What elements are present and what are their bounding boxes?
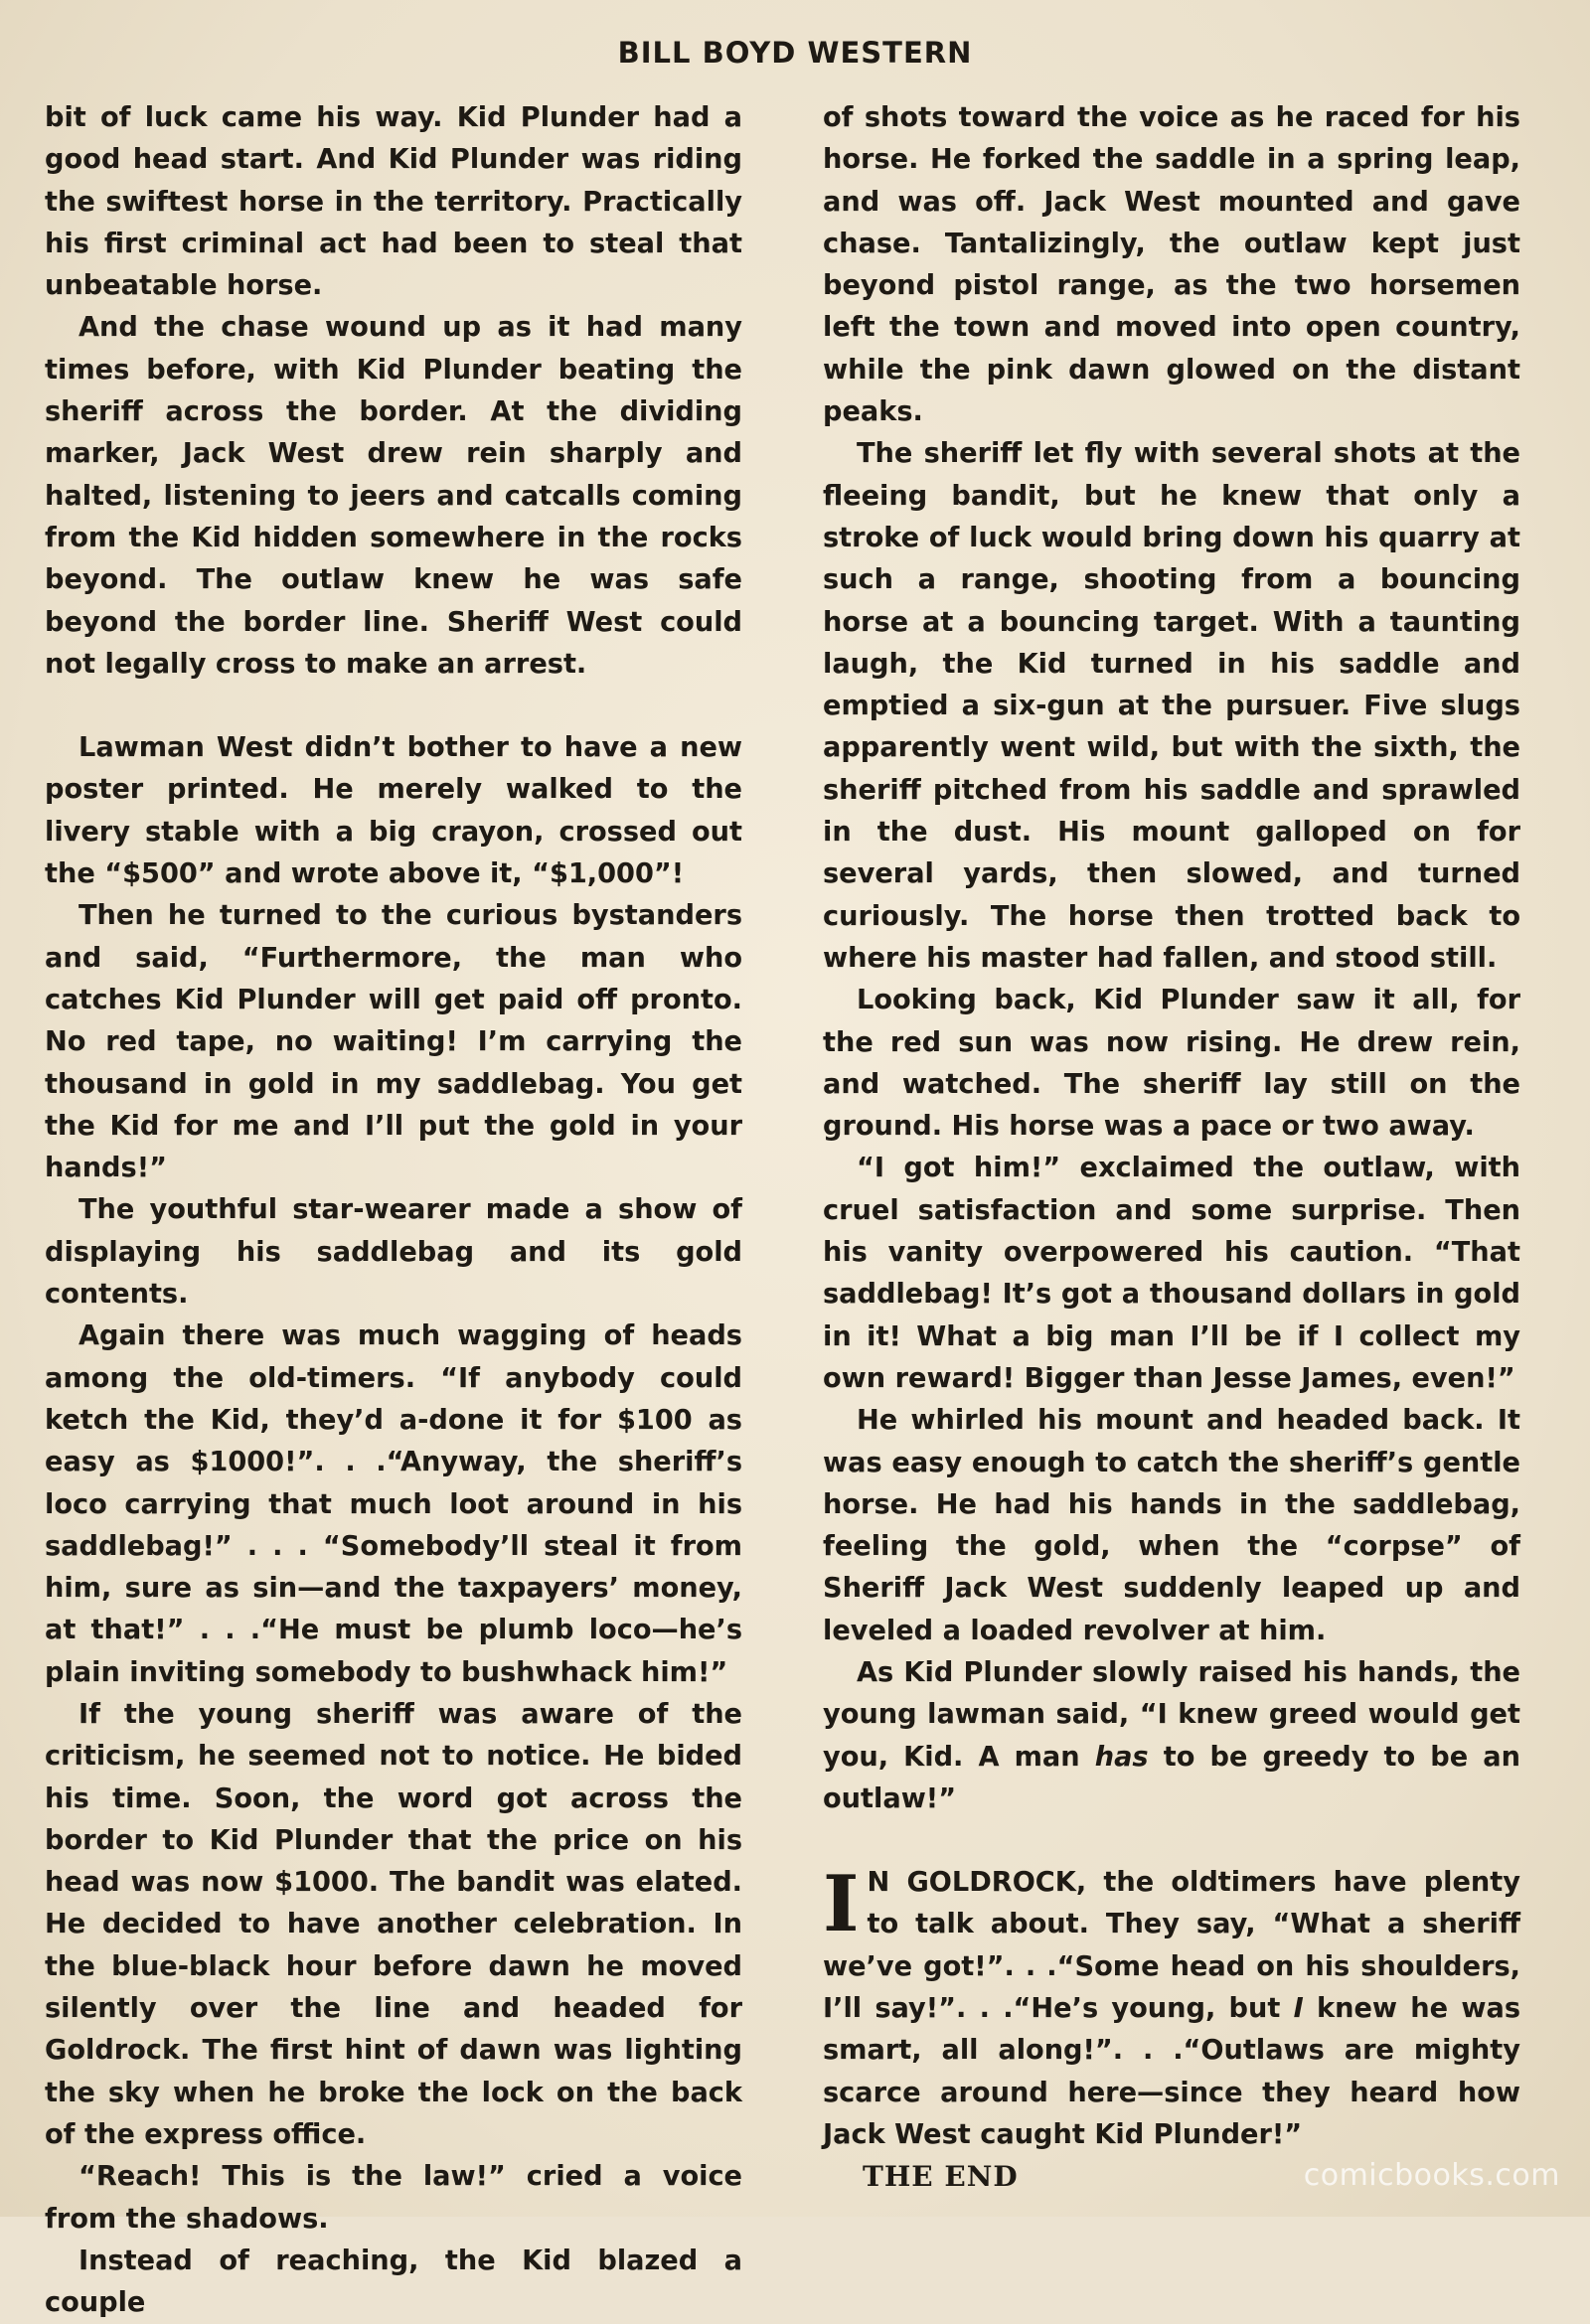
left-column — [45, 97, 742, 2324]
paragraph: And the chase wound up as it had many times before, with Kid Plunder beating the sheriff across the border. At the dividing marker, Jack West drew rein sharply and halted, listening to jeers and catcalls coming from the Kid hidden somewhere in the rocks beyond. The outlaw knew he was safe beyond the border line. Sheriff West could not legally cross to make an arrest. — [45, 312, 742, 680]
paragraph: Then he turned to the curious bystanders and said, “Furthermore, the man who catches Kid Plunder will get paid off pronto. No red tape, no waiting! I’m carrying the thousand in gold in my saddlebag. You get the Kid for me and I’ll put the gold in your hands!” — [45, 900, 742, 1184]
paragraph: “Reach! This is the law!” cried a voice from the shadows. — [45, 2161, 742, 2235]
paragraph: He whirled his mount and headed back. It was easy enough to catch the sheriff’s gentle horse. He had his hands in the saddlebag, feeling the gold, when the “corpse” of Sheriff Jack West suddenly leaped up and leveled a loaded revolver at him. — [823, 1405, 1520, 1646]
right-column — [823, 97, 1520, 2199]
emphasis-text: I — [1293, 1993, 1304, 2025]
paragraph: If the young sheriff was aware of the criticism, he seemed not to notice. He bided his time. Soon, the word got across the border to Kid Plunder that the price on his head was now $1000. The bandit was elated. He decided to have another celebration. In the blue-black hour before dawn he moved silently over the line and headed for Goldrock. The first hint of dawn was lighting the sky when he broke the lock on the back of the express office. — [45, 1698, 742, 2150]
drop-cap: I — [823, 1859, 860, 1950]
paragraph: The youthful star-wearer made a show of displaying his saddlebag and its gold contents. — [45, 1194, 742, 1311]
closing-paragraph — [823, 1859, 1520, 2156]
emphasis-text: has — [1094, 1741, 1149, 1773]
paragraph-text: to be greedy to be an outlaw!” — [823, 1741, 1520, 1814]
watermark: comicbooks.com — [1303, 2158, 1560, 2193]
paragraph: bit of luck came his way. Kid Plunder had a good head start. And Kid Plunder was riding the swiftest horse in the territory. Practically his first criminal act had been to steal that unbeatable horse. — [45, 102, 742, 302]
paragraph: Looking back, Kid Plunder saw it all, for the red sun was now rising. He drew rein, and watched. The sheriff lay still on the ground. His horse was a pace or two away. — [823, 985, 1520, 1143]
the-end-label: THE END — [863, 2160, 1019, 2194]
paragraph — [823, 1652, 1520, 1820]
paragraph: Instead of reaching, the Kid blazed a couple — [45, 2245, 742, 2319]
paragraph: of shots toward the voice as he raced for his horse. He forked the saddle in a spring leap, and was off. Jack West mounted and gave chase. Tantalizingly, the outlaw kept just beyond pistol range, as the two horsemen left the town and moved into open country, while the pink dawn glowed on the distant peaks. — [823, 102, 1520, 428]
paragraph-text: N GOLDROCK, the oldtimers have plenty to talk about. They say, “What a sheriff we’ve got!”. . .“Some head on his shoulders, I’ll say!”. . .“He’s young, but — [823, 1867, 1520, 2025]
paragraph: The sheriff let fly with several shots at the fleeing bandit, but he knew that only a stroke of luck would bring down his quarry at such a range, shooting from a bouncing horse at a bouncing target. With a taunting laugh, the Kid turned in his saddle and emptied a six-gun at the pursuer. Five slugs apparently went wild, but with the sixth, the sheriff pitched from his saddle and sprawled in the dust. His mount galloped on for several yards, then slowed, and turned curiously. The horse then trotted back to where his master had fallen, and stood still. — [823, 438, 1520, 974]
paragraph: Again there was much wagging of heads among the old-timers. “If anybody could ketch the Kid, they’d a-done it for $100 as easy as $1000!”. . .“Anyway, the sheriff’s loco carrying that much loot around in his saddlebag!” . . . “Somebody’ll steal it from him, sure as sin—and the taxpayers’ money, at that!” . . .“He must be plumb loco—he’s plain inviting somebody to bushwhack him!” — [45, 1320, 742, 1688]
paragraph-text: As Kid Plunder slowly raised his hands, the young lawman said, “I knew greed would get you, Kid. A man — [823, 1656, 1520, 1773]
page-header: BILL BOYD WESTERN — [617, 36, 973, 70]
paragraph-text: knew he was smart, all along!”. . .“Outlaws are mighty scarce around here—since they heard how Jack West caught Kid Plunder!” — [823, 1993, 1520, 2150]
paragraph: Lawman West didn’t bother to have a new poster printed. He merely walked to the livery stable with a big crayon, crossed out the “$500” and wrote above it, “$1,000”! — [45, 732, 742, 890]
paragraph: “I got him!” exclaimed the outlaw, with cruel satisfaction and some surprise. Then his vanity overpowered his caution. “That saddlebag! It’s got a thousand dollars in gold in it! What a big man I’ll be if I collect my own reward! Bigger than Jesse James, even!” — [823, 1153, 1520, 1394]
